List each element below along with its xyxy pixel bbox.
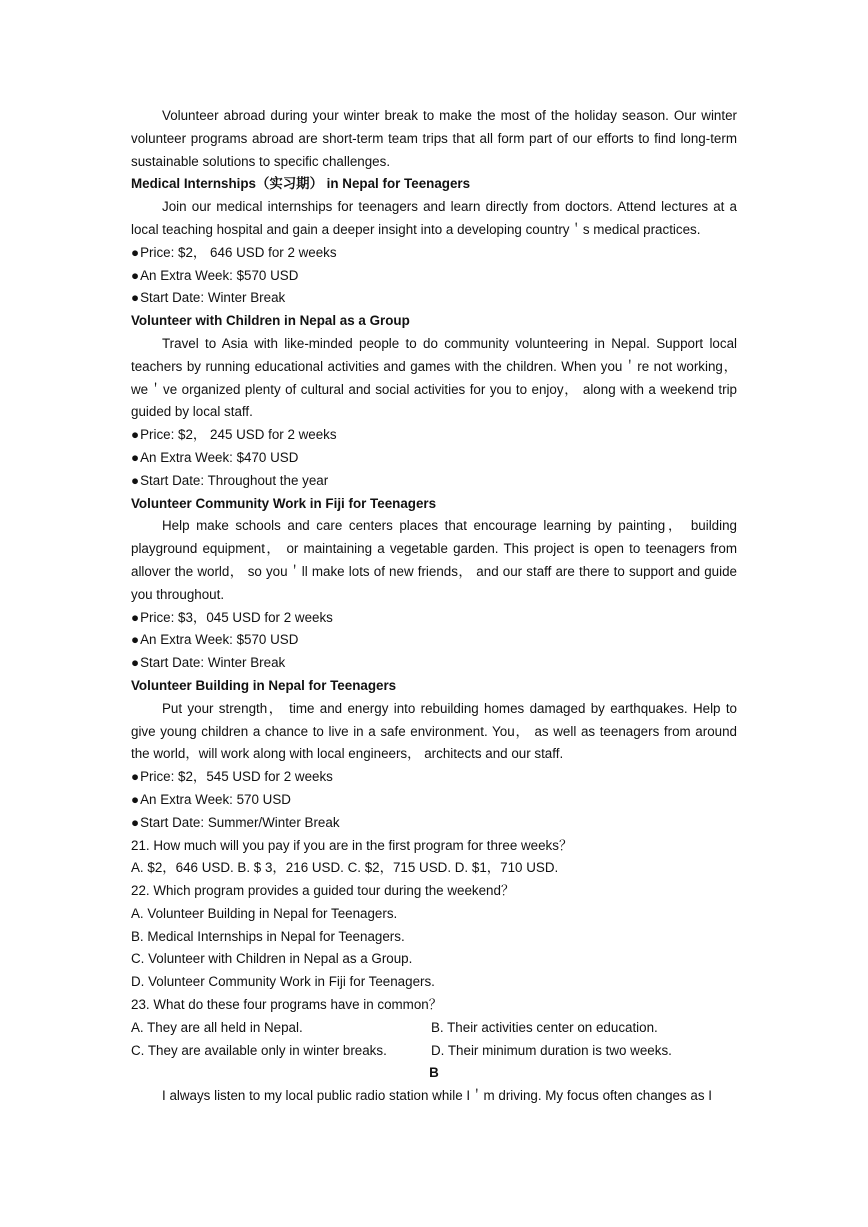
question-22-option-b: B. Medical Internships in Nepal for Teenagers. bbox=[131, 928, 405, 944]
question-23-row-2 bbox=[131, 1040, 737, 1063]
question-23-option-a: A. They are all held in Nepal. bbox=[131, 1019, 303, 1035]
program-2-description: Travel to Asia with like-minded people to do community volunteering in Nepal. Support local teachers by running educational activities and games with the children. When you＇re not working， we＇ve organized plenty of cultural and social activities for you to enjoy， along with a weekend trip guided by local staff. bbox=[131, 335, 737, 420]
program-4-title: Volunteer Building in Nepal for Teenagers bbox=[131, 677, 397, 693]
program-4-price: ● Price: $2，545 USD for 2 weeks bbox=[131, 766, 737, 789]
program-4-start-date: ● Start Date: Summer/Winter Break bbox=[131, 812, 737, 835]
program-1-extra-week: ● An Extra Week: $570 USD bbox=[131, 265, 737, 288]
question-22-stem: 22. Which program provides a guided tour during the weekend？ bbox=[131, 883, 515, 899]
question-23-stem: 23. What do these four programs have in common？ bbox=[131, 997, 443, 1013]
intro-paragraph: Volunteer abroad during your winter break to make the most of the holiday season. Our winter volunteer programs abroad are short-term team trips that all form part of our efforts to find long-term sustainable solutions to specific challenges. bbox=[131, 108, 737, 169]
question-23-option-b: B. Their activities center on education. bbox=[431, 1019, 658, 1035]
question-22-option-d: D. Volunteer Community Work in Fiji for Teenagers. bbox=[131, 974, 435, 990]
question-23-option-d: D. Their minimum duration is two weeks. bbox=[431, 1042, 672, 1058]
program-1-price: ● Price: $2， 646 USD for 2 weeks bbox=[131, 242, 737, 265]
program-2-price: ● Price: $2， 245 USD for 2 weeks bbox=[131, 424, 737, 447]
question-21-stem: 21. How much will you pay if you are in the first program for three weeks？ bbox=[131, 837, 573, 853]
document-page bbox=[131, 105, 737, 1108]
program-2-title: Volunteer with Children in Nepal as a Group bbox=[131, 313, 410, 329]
program-2-extra-week: ● An Extra Week: $470 USD bbox=[131, 447, 737, 470]
program-3-description: Help make schools and care centers places that encourage learning by painting， building playground equipment， or maintaining a vegetable garden. This project is open to teenagers from allover the world， so you＇ll make lots of new friends， and our staff are there to support and guide you throughout. bbox=[131, 518, 737, 602]
program-2-start-date: ● Start Date: Throughout the year bbox=[131, 470, 737, 493]
program-1-description: Join our medical internships for teenagers and learn directly from doctors. Attend lectures at a local teaching hospital and gain a deeper insight into a developing country＇s medical practices. bbox=[131, 199, 737, 237]
section-b-label: B bbox=[429, 1065, 439, 1081]
program-4-extra-week: ● An Extra Week: 570 USD bbox=[131, 789, 737, 812]
question-22-option-c: C. Volunteer with Children in Nepal as a Group. bbox=[131, 951, 413, 967]
program-3-start-date: ● Start Date: Winter Break bbox=[131, 652, 737, 675]
question-22-option-a: A. Volunteer Building in Nepal for Teenagers. bbox=[131, 905, 398, 921]
question-23-option-c: C. They are available only in winter breaks. bbox=[131, 1042, 387, 1058]
program-3-price: ● Price: $3，045 USD for 2 weeks bbox=[131, 607, 737, 630]
program-1-title: Medical Internships（实习期） in Nepal for Teenagers bbox=[131, 176, 471, 192]
program-3-extra-week: ● An Extra Week: $570 USD bbox=[131, 629, 737, 652]
question-21-options: A. $2，646 USD. B. $ 3，216 USD. C. $2，715 USD. D. $1，710 USD. bbox=[131, 860, 559, 876]
section-b-text: I always listen to my local public radio station while I＇m driving. My focus often changes as I bbox=[162, 1088, 713, 1104]
question-23-row-1 bbox=[131, 1017, 737, 1040]
program-1-start-date: ● Start Date: Winter Break bbox=[131, 287, 737, 310]
program-4-description: Put your strength， time and energy into rebuilding homes damaged by earthquakes. Help to give young children a chance to live in a safe environment. You， as well as teenagers from around the world，will work along with local engineers， architects and our staff. bbox=[131, 700, 737, 762]
program-3-title: Volunteer Community Work in Fiji for Teenagers bbox=[131, 495, 437, 511]
